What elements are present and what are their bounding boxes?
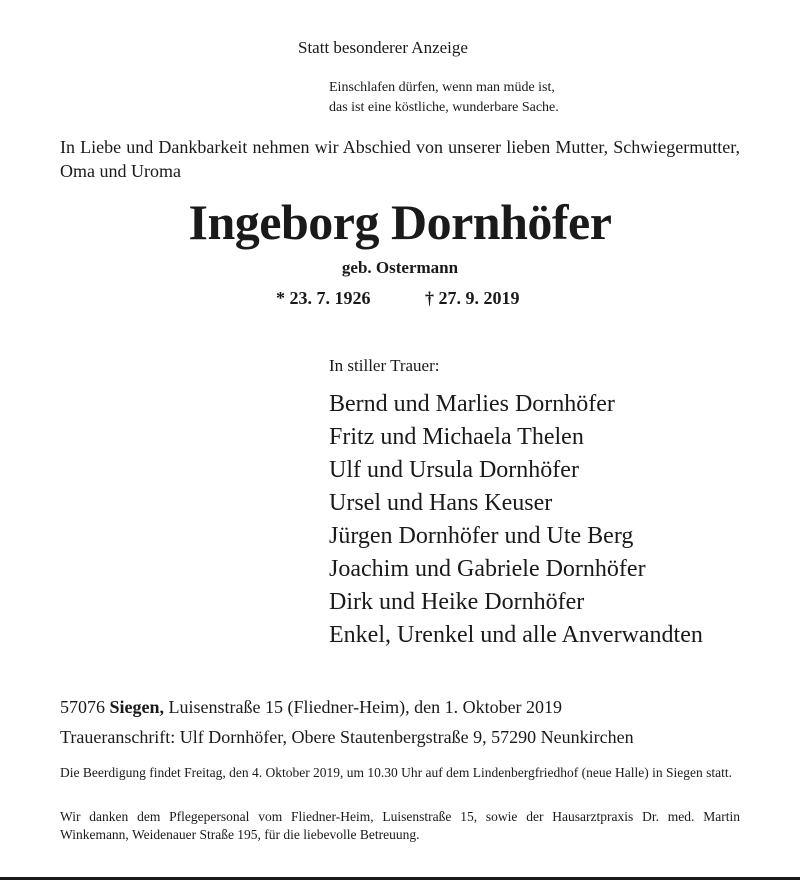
mourners-label: In stiller Trauer: [329, 356, 440, 375]
mourner-name: Fritz und Michaela Thelen [329, 424, 584, 450]
mourner-name: Ulf und Ursula Dornhöfer [329, 457, 579, 483]
mourner-name: Enkel, Urenkel und alle Anverwandten [329, 622, 703, 648]
notice-header: Statt besonderer Anzeige [298, 38, 468, 57]
mourner-name: Dirk und Heike Dornhöfer [329, 589, 585, 615]
deceased-name: Ingeborg Dornhöfer [188, 194, 612, 250]
birth-date: * 23. 7. 1926 [276, 288, 371, 308]
place-zip: 57076 [60, 697, 105, 717]
mourner-name: Joachim und Gabriele Dornhöfer [329, 556, 646, 582]
funeral-note: Die Beerdigung findet Freitag, den 4. Oktober 2019, um 10.30 Uhr auf dem Lindenbergfriedhof (neue Halle) in Siegen statt. [60, 765, 732, 780]
quote-line-2: das ist eine köstliche, wunderbare Sache. [329, 100, 559, 115]
mourner-name: Ursel und Hans Keuser [329, 490, 553, 516]
place-city: Siegen, [109, 697, 165, 717]
mourner-name: Bernd und Marlies Dornhöfer [329, 391, 615, 417]
intro-text: In Liebe und Dankbarkeit nehmen wir Abschied von unserer lieben Mutter, Schwiegermutter, Oma und Uroma [60, 137, 740, 181]
place-rest: Luisenstraße 15 (Fliedner-Heim), den 1. Oktober 2019 [168, 697, 563, 717]
mourner-name: Jürgen Dornhöfer und Ute Berg [329, 523, 634, 549]
thanks-note: Wir danken dem Pflegepersonal vom Fliedner-Heim, Luisenstraße 15, sowie der Hausarztpraxis Dr. med. Martin Winkemann, Weidenauer Straße 195, für die liebevolle Betreuung. [60, 809, 740, 842]
death-date: † 27. 9. 2019 [425, 288, 520, 308]
maiden-name: geb. Ostermann [341, 258, 459, 277]
place-and-date [60, 697, 562, 718]
quote-line-1: Einschlafen dürfen, wenn man müde ist, [329, 80, 555, 95]
mourners-list [329, 388, 703, 652]
mourning-address: Traueranschrift: Ulf Dornhöfer, Obere Stautenbergstraße 9, 57290 Neunkirchen [60, 727, 634, 747]
